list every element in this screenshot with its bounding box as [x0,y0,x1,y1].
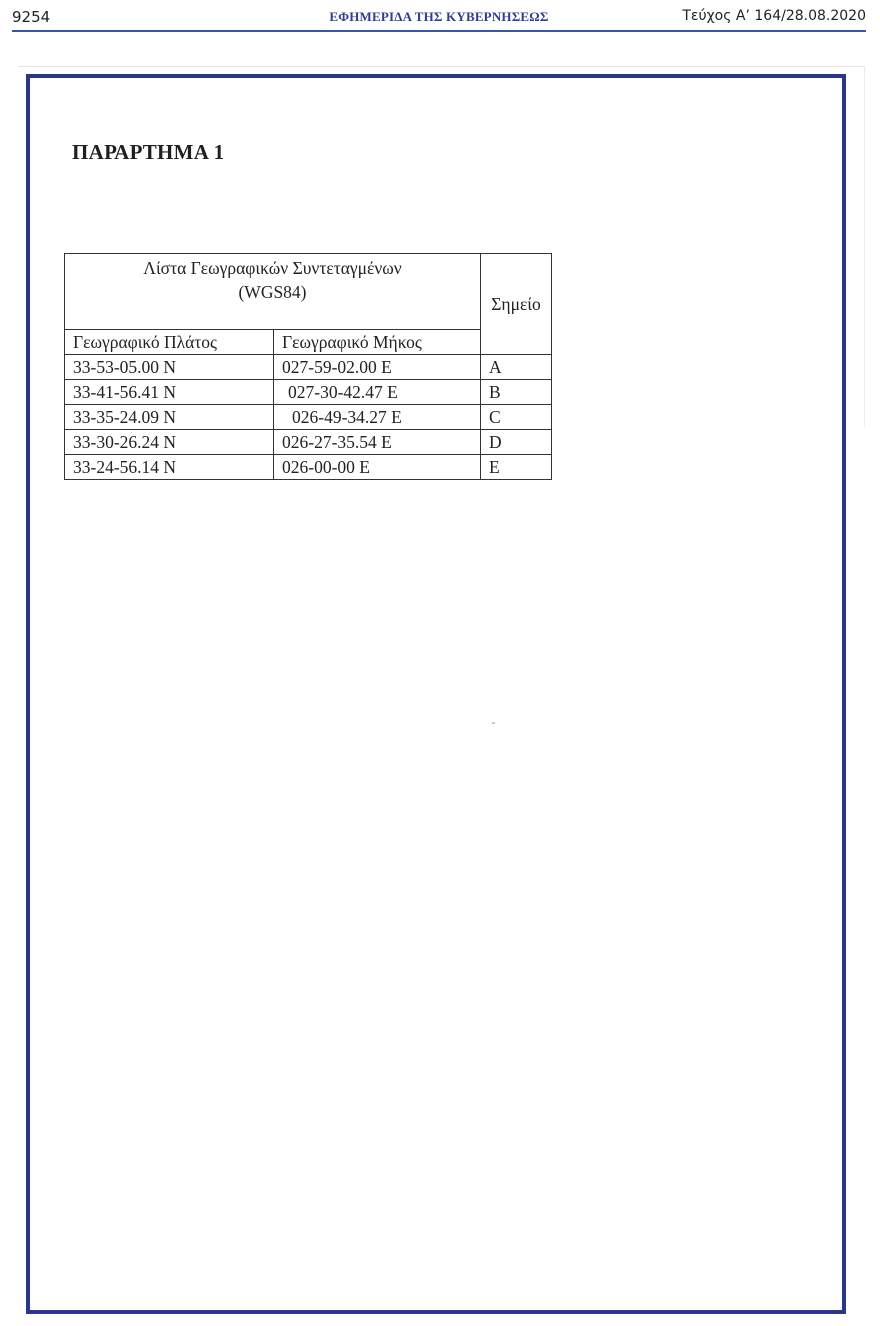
point-cell: E [481,455,552,480]
gazette-title: ΕΦΗΜΕΡΙΔΑ ΤΗΣ ΚΥΒΕΡΝΗΣΕΩΣ [329,9,549,24]
group-header-line2: (WGS84) [238,282,307,302]
annex-title: ΠΑΡΑΡΤΗΜΑ 1 [72,140,225,164]
point-cell: C [481,405,552,430]
longitude-cell: 026-49-34.27 E [274,405,481,430]
latitude-cell: 33-41-56.41 N [65,380,274,405]
latitude-cell: 33-53-05.00 N [65,355,274,380]
page-number: 9254 [12,8,51,26]
latitude-cell: 33-30-26.24 N [65,430,274,455]
point-cell: D [481,430,552,455]
latitude-header: Γεωγραφικό Πλάτος [65,330,274,355]
latitude-cell: 33-24-56.14 N [65,455,274,480]
header-rule [12,30,866,32]
page-header [12,8,866,28]
table-row [65,405,552,430]
table-row [65,455,552,480]
table-header-row [65,254,552,330]
table-row [65,430,552,455]
table-row [65,355,552,380]
latitude-cell: 33-35-24.09 N [65,405,274,430]
table-row [65,380,552,405]
longitude-cell: 027-59-02.00 E [274,355,481,380]
table-subheader-row [65,330,552,355]
point-cell: A [481,355,552,380]
longitude-cell: 026-27-35.54 E [274,430,481,455]
coordinates-group-header [65,254,481,330]
point-header: Σημείο [481,254,552,355]
issue-info: Τεύχος Α’ 164/28.08.2020 [682,8,866,24]
coordinates-table [64,253,552,480]
longitude-cell: 026-00-00 E [274,455,481,480]
group-header-line1: Λίστα Γεωγραφικών Συντεταγμένων [143,258,402,278]
point-cell: B [481,380,552,405]
longitude-cell: 027-30-42.47 E [274,380,481,405]
longitude-header: Γεωγραφικό Μήκος [274,330,481,355]
scan-speck [492,722,495,724]
